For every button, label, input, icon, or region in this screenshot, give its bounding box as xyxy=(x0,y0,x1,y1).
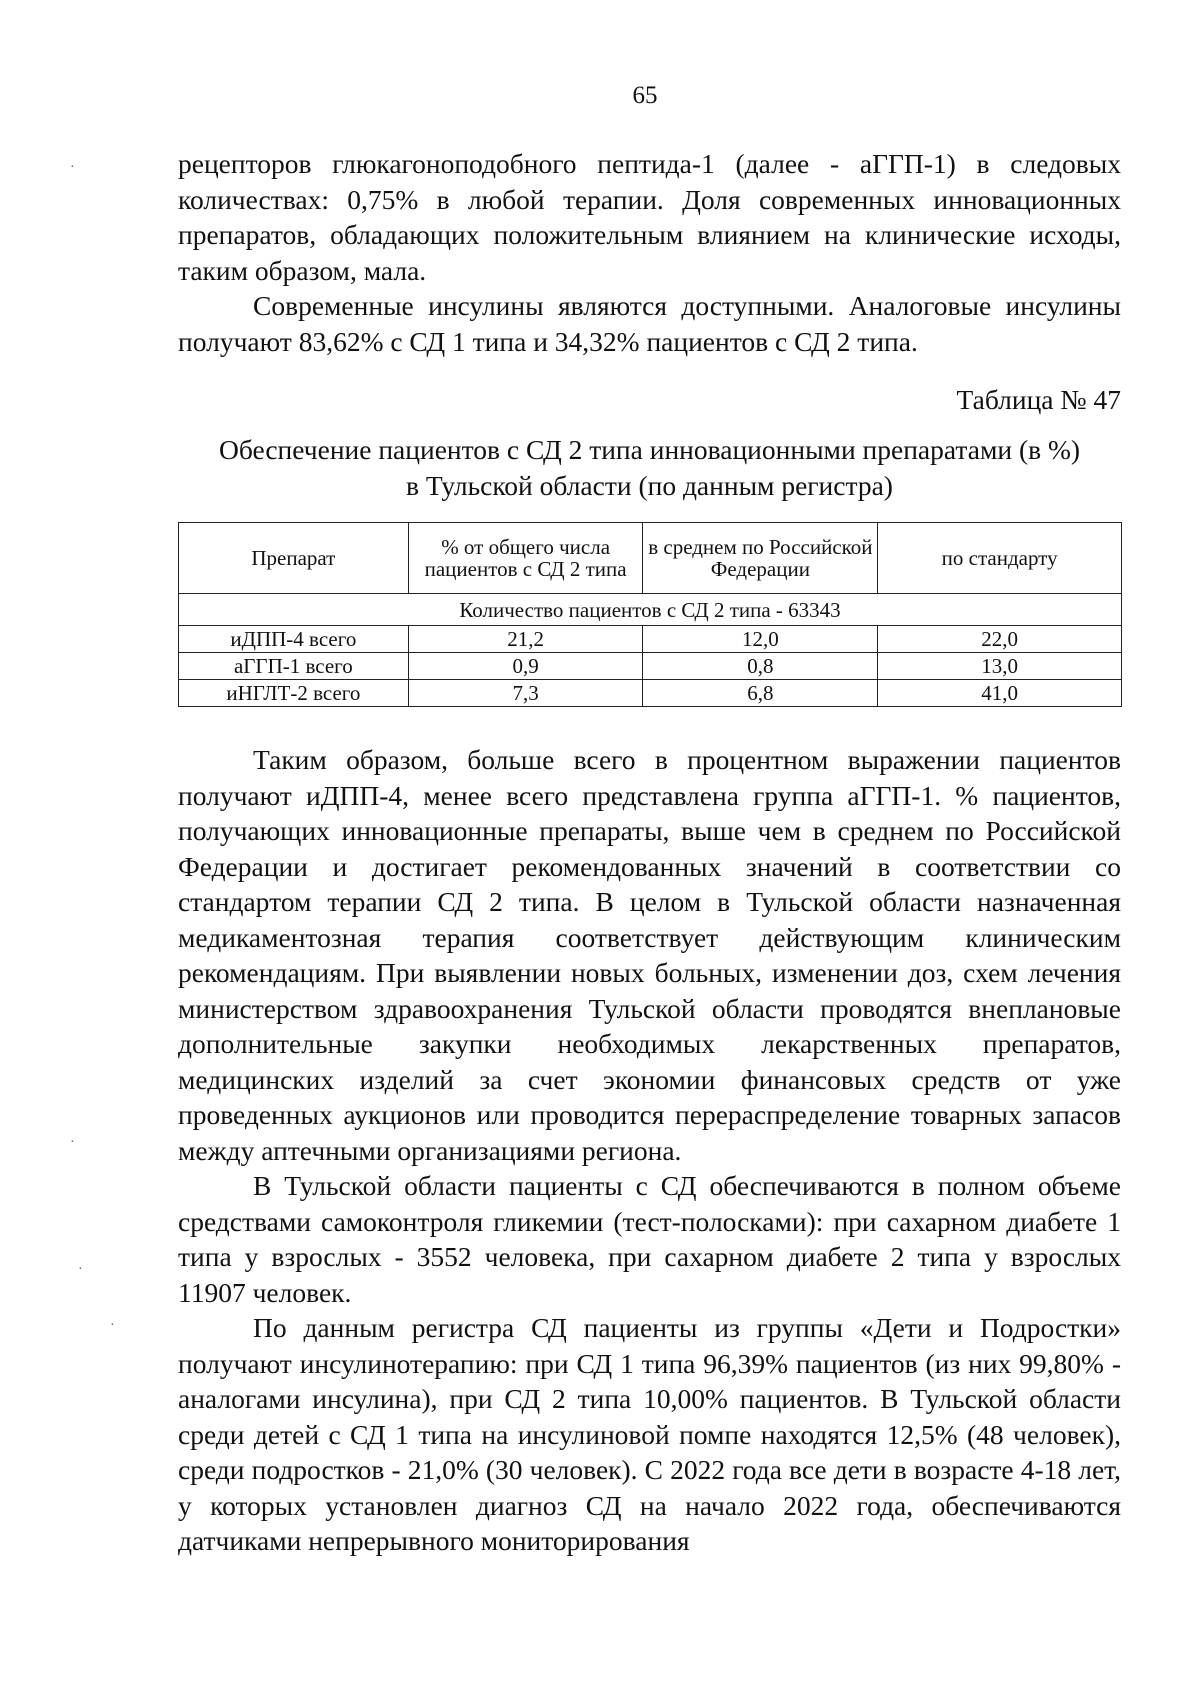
table-cell: 6,8 xyxy=(643,680,878,707)
table-cell: иНГЛТ-2 всего xyxy=(179,680,409,707)
page-number: 65 xyxy=(632,82,658,109)
table-row xyxy=(179,680,1122,707)
table-cell: 41,0 xyxy=(878,680,1122,707)
table-caption-line: Обеспечение пациентов с СД 2 типа инновационными препаратами (в %) xyxy=(218,434,1081,465)
table-span-row xyxy=(179,594,1122,626)
table-cell: 12,0 xyxy=(643,626,878,653)
table-caption-line: в Тульской области (по данным регистра) xyxy=(406,469,893,501)
scan-speck: · xyxy=(110,1318,115,1333)
text-block-top xyxy=(178,146,1121,359)
column-header-russia-average: в среднем по Российской Федерации xyxy=(643,523,878,594)
table-cell: аГГП-1 всего xyxy=(179,653,409,680)
table-cell: 7,3 xyxy=(408,680,643,707)
column-header-drug: Препарат xyxy=(179,523,409,594)
scan-speck: · xyxy=(78,1262,83,1277)
paragraph: Таким образом, больше всего в процентном выражении пациентов получают иДПП-4, менее всего представлена группа аГГП-1. % пациентов, получающих инновационные препараты, выше чем в среднем по Российской Федерации и достигает рекомендованных значений в соответствии со стандартом терапии СД 2 типа. В целом в Тульской области назначенная медикаментозная терапия соответствует действующим клиническим рекомендациям. При выявлении новых больных, изменении доз, схем лечения министерством здравоохранения Тульской области проводятся внеплановые дополнительные закупки необходимых лекарственных препаратов, медицинских изделий за счет экономии финансовых средств от уже проведенных аукционов или проводится перераспределение товарных запасов между аптечными организациями региона. xyxy=(178,744,1121,1166)
table-caption xyxy=(178,432,1121,503)
table-cell: 21,2 xyxy=(408,626,643,653)
table-row xyxy=(179,626,1122,653)
data-table xyxy=(178,522,1122,707)
scan-speck: · xyxy=(70,1135,75,1150)
text-block-bottom xyxy=(178,742,1121,1559)
scan-speck: · xyxy=(70,160,75,175)
column-header-standard: по стандарту xyxy=(878,523,1122,594)
table-row xyxy=(179,653,1122,680)
table-cell: 13,0 xyxy=(878,653,1122,680)
paragraph: рецепторов глюкагоноподобного пептида-1 (далее - аГГП-1) в следовых количествах: 0,75% в любой терапии. Доля современных инновационных препаратов, обладающих положительным влиянием на клинические исходы, таким образом, мала. xyxy=(178,148,1121,286)
table-number: Таблица № 47 xyxy=(956,384,1121,415)
table-cell: 0,9 xyxy=(408,653,643,680)
table-header-row xyxy=(179,523,1122,594)
table-cell: 0,8 xyxy=(643,653,878,680)
paragraph: В Тульской области пациенты с СД обеспечиваются в полном объеме средствами самоконтроля гликемии (тест-полосками): при сахарном диабете 1 типа у взрослых - 3552 человека, при сахарном диабете 2 типа у взрослых 11907 человек. xyxy=(178,1170,1121,1308)
paragraph: Современные инсулины являются доступными. Аналоговые инсулины получают 83,62% с СД 1 типа и 34,32% пациентов с СД 2 типа. xyxy=(178,290,1121,357)
table-cell: иДПП-4 всего xyxy=(179,626,409,653)
table-cell: 22,0 xyxy=(878,626,1122,653)
patient-count-cell: Количество пациентов с СД 2 типа - 63343 xyxy=(179,594,1122,626)
paragraph: По данным регистра СД пациенты из группы «Дети и Подростки» получают инсулинотерапию: при СД 1 типа 96,39% пациентов (из них 99,80% - аналогами инсулина), при СД 2 типа 10,00% пациентов. В Тульской области среди детей с СД 1 типа на инсулиновой помпе находятся 12,5% (48 человек), среди подростков - 21,0% (30 человек). С 2022 года все дети в возрасте 4-18 лет, у которых установлен диагноз СД на начало 2022 года, обеспечиваются датчиками непрерывного мониторирования xyxy=(178,1312,1121,1556)
column-header-percent-patients: % от общего числа пациентов с СД 2 типа xyxy=(408,523,643,594)
